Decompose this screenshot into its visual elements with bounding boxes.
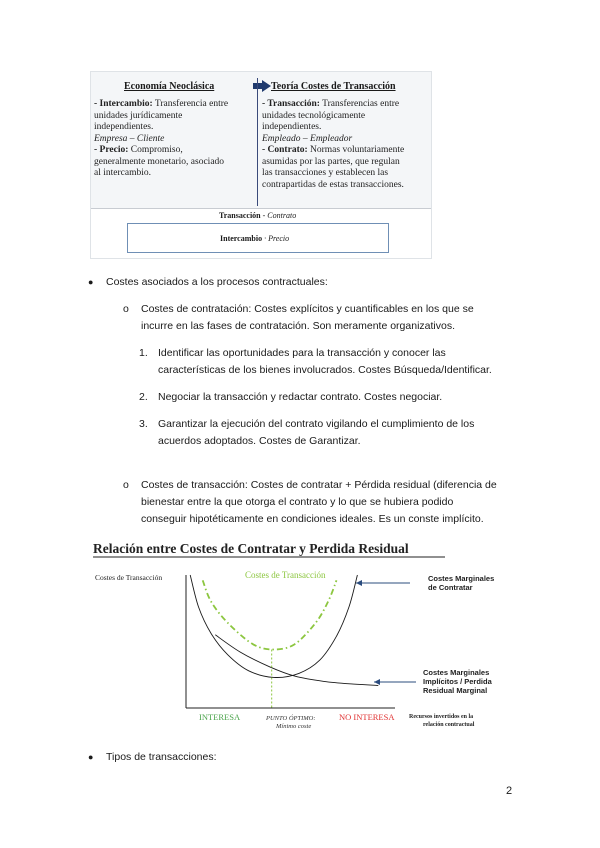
legend-residual-line1: Costes Marginales	[423, 668, 490, 677]
chart-title: Relación entre Costes de Contratar y Perdida Residual	[93, 541, 409, 556]
intercambio-caption	[220, 234, 289, 243]
transaccion-term: - Transacción:	[262, 99, 320, 109]
optimo-label-line2: Mínimo coste	[276, 723, 312, 730]
contrato-text-3: las transacciones y establecen las	[262, 168, 389, 178]
legend-contratar-line1: Costes Marginales	[428, 574, 495, 583]
x-axis-label-line1: Recursos invertidos en la	[409, 714, 474, 720]
transaccion-caption	[219, 211, 296, 220]
intercambio-text-2: unidades jurídicamente	[94, 110, 183, 121]
legend-residual-line2: Implícitos / Perdida	[423, 677, 492, 686]
list-item-3-line1: Garantizar la ejecución del contrato vigilando el cumplimiento de los	[158, 418, 475, 430]
intercambio-caption-bold: Intercambio	[220, 234, 263, 243]
contrato-text: Normas voluntariamente	[307, 145, 405, 155]
cost-chart	[90, 541, 510, 745]
transaccion-example: Empleado – Empleador	[262, 133, 353, 144]
legend-residual	[423, 668, 493, 695]
precio-text-3: al intercambio.	[94, 168, 151, 178]
sub-marker: o	[123, 303, 129, 315]
page-number: 2	[506, 785, 513, 797]
no-interesa-label: NO INTERESA	[339, 712, 395, 722]
series-label-transaccion: Costes de Transacción	[245, 570, 326, 580]
nested-concepts-panel	[91, 208, 431, 258]
transaccion-caption-bold: Transacción	[219, 211, 261, 220]
transaccion-text-2: unidades tecnológicamente	[262, 110, 366, 121]
transaccion-caption-italic: - Contrato	[260, 211, 297, 220]
list-item-3-line2: acuerdos adoptados. Costes de Garantizar.	[158, 435, 361, 447]
precio-text: Compromiso,	[128, 145, 183, 155]
comparison-figure	[90, 71, 432, 259]
transaccion-text: Transferencias entre	[319, 99, 400, 109]
legend-contratar	[428, 574, 494, 592]
intercambio-term: - Intercambio:	[94, 99, 153, 109]
contrato-text-2: asumidas por las partes, que regulan	[262, 156, 400, 167]
list-item-2-number: 2.	[139, 391, 148, 403]
legend-arrow-1-icon	[356, 580, 362, 586]
list-item-3	[158, 416, 518, 450]
y-axis-label: Costes de Transacción	[95, 573, 163, 582]
series-layer	[190, 575, 378, 685]
interesa-label: INTERESA	[199, 712, 241, 722]
arrow-right-icon	[253, 80, 271, 92]
list-item-2: Negociar la transacción y redactar contrato. Costes negociar.	[158, 391, 443, 403]
costes-contratacion-line1: Costes de contratación: Costes explícitos y cuantificables en los que se	[141, 303, 474, 315]
costes-contratacion	[141, 301, 521, 335]
transaction-definitions	[262, 99, 432, 191]
intercambio-text-3: independientes.	[94, 122, 154, 132]
intercambio-example: Empresa – Cliente	[94, 133, 165, 144]
sub-marker-2: o	[123, 479, 129, 491]
series-costes-transaccion	[203, 580, 337, 649]
bullet-tipos-transacciones: Tipos de transacciones:	[106, 751, 217, 763]
precio-text-2: generalmente monetario, asociado	[94, 156, 225, 167]
costes-transaccion-line2: bienestar entre la que otorga el contrato y lo que se hubiera podido	[141, 496, 454, 508]
precio-term: - Precio:	[94, 145, 129, 155]
x-axis-label-line2: relación contractual	[423, 722, 475, 728]
costes-transaccion-line3: conseguir hipotéticamente en condiciones ideales. Es un conste implícito.	[141, 513, 484, 525]
list-item-1	[158, 345, 518, 379]
legend-contratar-line2: de Contratar	[428, 583, 473, 592]
transaction-theory-title: Teoría Costes de Transacción	[271, 81, 396, 92]
list-item-1-line2: características de los bienes involucrados. Costes Búsqueda/Identificar.	[158, 364, 492, 376]
neoclassical-title: Economía Neoclásica	[124, 81, 215, 92]
legend-arrow-2-icon	[374, 679, 380, 685]
list-item-1-number: 1.	[139, 347, 148, 359]
optimo-label-line1: PUNTO ÓPTIMO:	[266, 715, 316, 722]
intercambio-caption-italic: · Precio	[262, 234, 290, 243]
list-item-1-line1: Identificar las oportunidades para la transacción y conocer las	[158, 347, 446, 359]
intercambio-text: Transferencia entre	[152, 99, 229, 109]
column-divider	[257, 78, 258, 206]
intercambio-box	[127, 223, 389, 253]
series-perdida-residual	[215, 635, 378, 686]
bullet-costes-asociados: Costes asociados a los procesos contractuales:	[106, 276, 328, 288]
legend-residual-line3: Residual Marginal	[423, 686, 488, 695]
contrato-term: - Contrato:	[262, 145, 308, 155]
neoclassical-definitions	[94, 99, 254, 180]
contrato-text-4: contrapartidas de estas transacciones.	[262, 179, 404, 190]
transaccion-text-3: independientes.	[262, 122, 322, 132]
list-item-3-number: 3.	[139, 418, 148, 430]
costes-transaccion-line1: Costes de transacción: Costes de contratar + Pérdida residual (diferencia de	[141, 479, 497, 491]
costes-transaccion	[141, 477, 531, 528]
costes-contratacion-line2: incurre en las fases de contratación. Son meramente organizativos.	[141, 320, 456, 332]
bullet-icon-2: ●	[88, 752, 94, 762]
bullet-icon: ●	[88, 277, 94, 287]
